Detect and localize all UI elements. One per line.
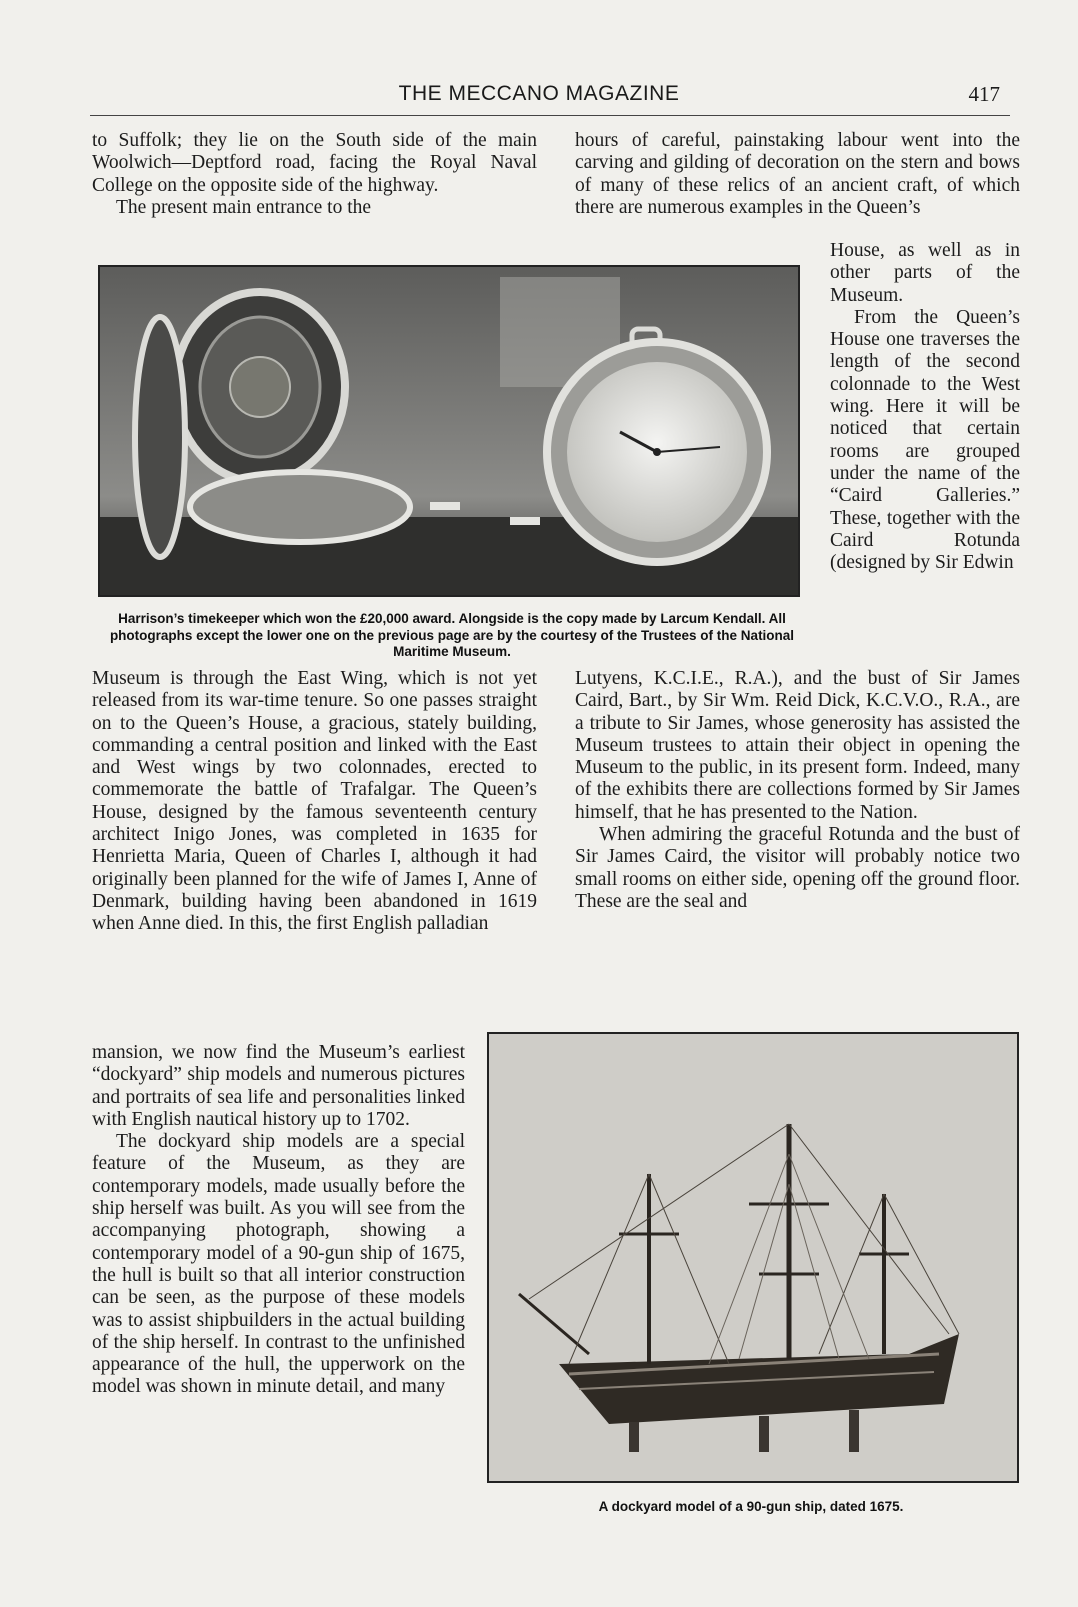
paragraph: to Suffolk; they lie on the South side of the main Woolwich—Deptford road, facing the Royal Naval College on the opposite side of the highway. [92,130,537,196]
magazine-title: THE MECCANO MAGAZINE [398,82,680,105]
ship-model-photo [487,1032,1019,1483]
header-rule [90,115,1010,116]
left-column-top [92,130,537,219]
ship-model-illustration [489,1034,1017,1481]
paragraph: hours of careful, painstaking labour went into the carving and gilding of decoration on the stern and bows of many of these relics of an ancient craft, of which there are numerous examples in the Queen’s [575,130,1020,218]
right-column-narrow [830,240,1020,574]
paragraph: The dockyard ship models are a special feature of the Museum, as they are contemporary models, made usually before the ship herself was built. As you will see from the accompanying photograph, showing a contemporary model of a 90-gun ship of 1675, the hull is built so that all interior construction can be seen, as the purpose of these models was to assist shipbuilders in the actual building of the ship herself. In contrast to the unfinished appearance of the hull, the upperwork on the model was shown in minute detail, and many [92,1131,465,1398]
right-column-main [575,668,1020,913]
left-column-main [92,668,537,936]
page-number: 417 [968,82,1000,106]
right-column-top [575,130,1020,219]
left-column-narrow [92,1042,465,1399]
timekeeper-illustration [100,267,798,595]
paragraph: When admiring the graceful Rotunda and the bust of Sir James Caird, the visitor will probably notice two small rooms on either side, opening off the ground floor. These are the seal and [575,824,1020,912]
paragraph: Lutyens, K.C.I.E., R.A.), and the bust of Sir James Caird, Bart., by Sir Wm. Reid Dick, K.C.V.O., R.A., are a tribute to Sir James, whose generosity has assisted the Museum trustees to attain their object in opening the Museum to the public, in its present form. Indeed, many of the exhibits there are collections formed by Sir James himself, that he has presented to the Nation. [575,668,1020,823]
paragraph: mansion, we now find the Museum’s earliest “dockyard” ship models and numerous pictures and portraits of sea life and personalities linked with English nautical history up to 1702. [92,1042,465,1130]
paragraph: Museum is through the East Wing, which is not yet released from its war-time tenure. So one passes straight on to the Queen’s House, a gracious, stately building, commanding a central position and linked with the East and West wings by two colonnades, erected to commemorate the battle of Trafalgar. The Queen’s House, designed by the famous seventeenth century architect Inigo Jones, was completed in 1635 for Henrietta Maria, Queen of Charles I, although it had originally been planned for the wife of James I, Anne of Denmark, building having been abandoned in 1619 when Anne died. In this, the first English palladian [92,668,537,935]
ship-model-caption: A dockyard model of a 90-gun ship, dated 1675. [598,1499,904,1514]
timekeeper-photo [98,265,800,597]
paragraph: House, as well as in other parts of the Museum. [830,240,1020,306]
timekeeper-caption: Harrison’s timekeeper which won the £20,000 award. Alongside is the copy made by Larcum Kendall. All photographs except the lower one on the previous page are by the courtesy of the Trustees of the National Maritime Museum. [109,611,795,659]
paragraph: The present main entrance to the [116,196,372,218]
paragraph: From the Queen’s House one traverses the length of the second colonnade to the West wing. Here it will be noticed that certain rooms are grouped under the name of the “Caird Galleries.” These, together with the Caird Rotunda (designed by Sir Edwin [830,306,1020,574]
